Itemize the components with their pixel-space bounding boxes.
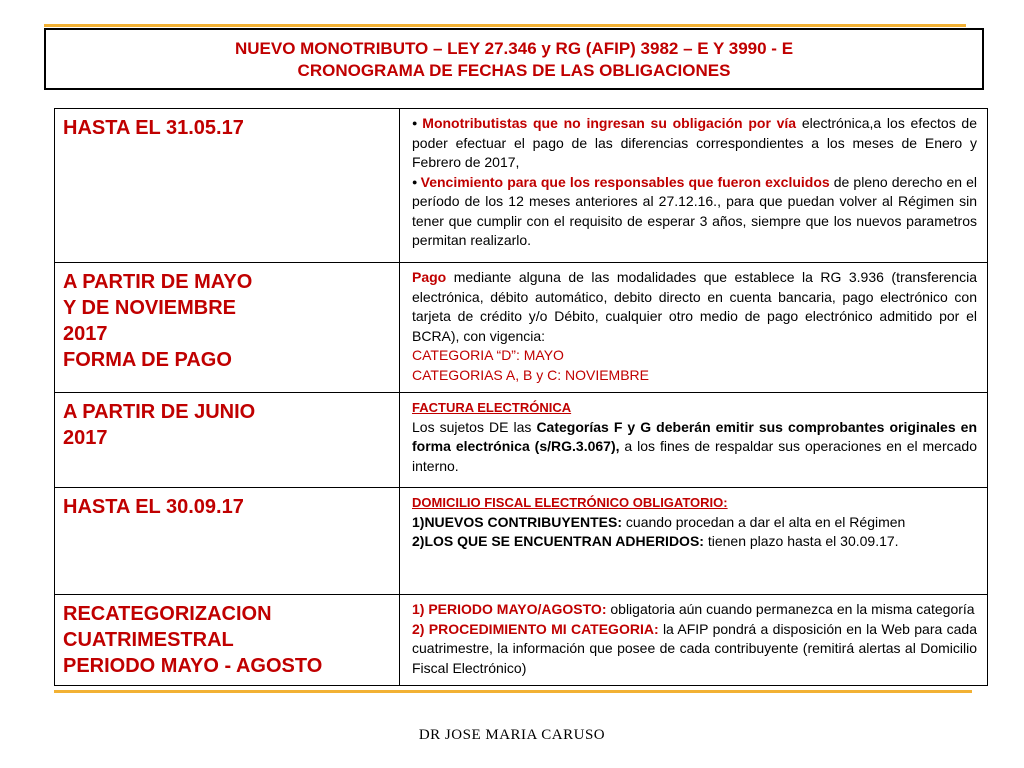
heading-line: A PARTIR DE JUNIO: [63, 401, 256, 423]
heading-line: PERIODO MAYO - AGOSTO: [63, 655, 323, 677]
row-content: [400, 488, 988, 595]
recat-label: 2) PROCEDIMIENTO MI CATEGORIA:: [412, 620, 659, 637]
item-label: 2)LOS QUE SE ENCUENTRAN ADHERIDOS:: [412, 533, 704, 549]
row-heading: [55, 488, 400, 595]
row-content: [400, 393, 988, 488]
table-row: [55, 488, 988, 595]
bullet-item: [412, 173, 977, 251]
bullet-dot-icon: ●: [412, 118, 420, 128]
heading-line: 2017: [63, 323, 108, 345]
pago-paragraph: [412, 268, 977, 346]
title-box: [44, 28, 984, 90]
heading-line: RECATEGORIZACION: [63, 603, 272, 625]
bullet-highlight: Monotributistas que no ingresan su obligación por vía: [422, 115, 797, 131]
factura-title: FACTURA ELECTRÓNICA: [412, 400, 572, 415]
item-label: 1)NUEVOS CONTRIBUYENTES:: [412, 513, 623, 530]
item-text: cuando procedan a dar el alta en el Régimen: [622, 513, 906, 530]
domicilio-item: [412, 532, 977, 552]
recat-item: [412, 620, 977, 679]
row-heading: [55, 393, 400, 488]
domicilio-title: DOMICILIO FISCAL ELECTRÓNICO OBLIGATORIO:: [412, 495, 728, 510]
table-row: [55, 109, 988, 263]
factura-paragraph: [412, 418, 977, 477]
bullet-text: electrónica,a los efectos de poder efectuar el pago de las diferencias correspondientes a los meses de Enero y Febrero de 2017,: [412, 115, 978, 170]
recat-text: obligatoria aún cuando permanezca en la misma categoría: [606, 601, 975, 617]
recat-text: la AFIP pondrá a disposición en la Web para cada cuatrimestre, la información que posee de cada contribuyente (remitirá alertas al Domicilio Fiscal Electrónico): [412, 620, 977, 676]
table-row: [55, 595, 988, 686]
title-line-1: NUEVO MONOTRIBUTO – LEY 27.346 y RG (AFIP) 3982 – E Y 3990 - E: [234, 39, 794, 58]
category-d-line: CATEGORIA “D”: MAYO: [412, 347, 564, 363]
category-abc-line: CATEGORIAS A, B y C: NOVIEMBRE: [412, 366, 650, 383]
factura-text: a los fines de respaldar sus operaciones en el mercado interno.: [412, 438, 977, 474]
title-line-2: CRONOGRAMA DE FECHAS DE LAS OBLIGACIONES: [297, 61, 731, 80]
schedule-table: [54, 108, 988, 686]
heading-line: A PARTIR DE MAYO: [63, 271, 253, 293]
domicilio-item: [412, 513, 977, 533]
row-content: [400, 595, 988, 686]
heading-line: Y DE NOVIEMBRE: [63, 297, 236, 319]
heading-line: CUATRIMESTRAL: [63, 629, 234, 651]
factura-bold-text: Categorías F y G deberán emitir sus comprobantes originales en forma electrónica (s/RG.3.067),: [412, 418, 978, 454]
row-heading: [55, 595, 400, 686]
bullet-highlight: Vencimiento para que los responsables que fueron excluidos: [420, 173, 830, 190]
row-content: [400, 109, 988, 263]
heading-line: 2017: [63, 427, 108, 449]
row-heading: [55, 109, 400, 263]
pago-highlight: Pago: [412, 269, 447, 285]
item-text: tienen plazo hasta el 30.09.17.: [703, 533, 899, 549]
bottom-gold-line: [54, 690, 972, 693]
heading-line: FORMA DE PAGO: [63, 349, 232, 371]
heading-line: HASTA EL 30.09.17: [63, 496, 244, 518]
pago-text: mediante alguna de las modalidades que establece la RG 3.936 (transferencia electrónica, débito automático, debito directo en cuenta bancaria, pago electrónico con tarjeta de crédito y/o Débito, cualquier otro medio de pago electrónico admitido por el BCRA), con vigencia:: [412, 269, 977, 344]
bullet-text: de pleno derecho en el período de los 12 meses anteriores al 27.12.16., para que puedan volver al Régimen sin tener que cumplir con el requisito de esperar 3 años, siempre que los nuevos parametros permitan realizarlo.: [412, 173, 978, 248]
factura-text: Los sujetos DE las: [412, 418, 537, 435]
top-gold-line: [44, 24, 966, 27]
bullet-item: [412, 114, 977, 173]
footer-author: DR JOSE MARIA CARUSO: [418, 727, 606, 743]
row-heading: [55, 263, 400, 393]
heading-line: HASTA EL 31.05.17: [63, 117, 244, 139]
recat-label: 1) PERIODO MAYO/AGOSTO:: [412, 601, 607, 617]
row-content: [400, 263, 988, 393]
table-row: [55, 263, 988, 393]
bullet-dot-icon: ●: [412, 176, 418, 187]
recat-item: [412, 600, 977, 620]
table-row: [55, 393, 988, 488]
